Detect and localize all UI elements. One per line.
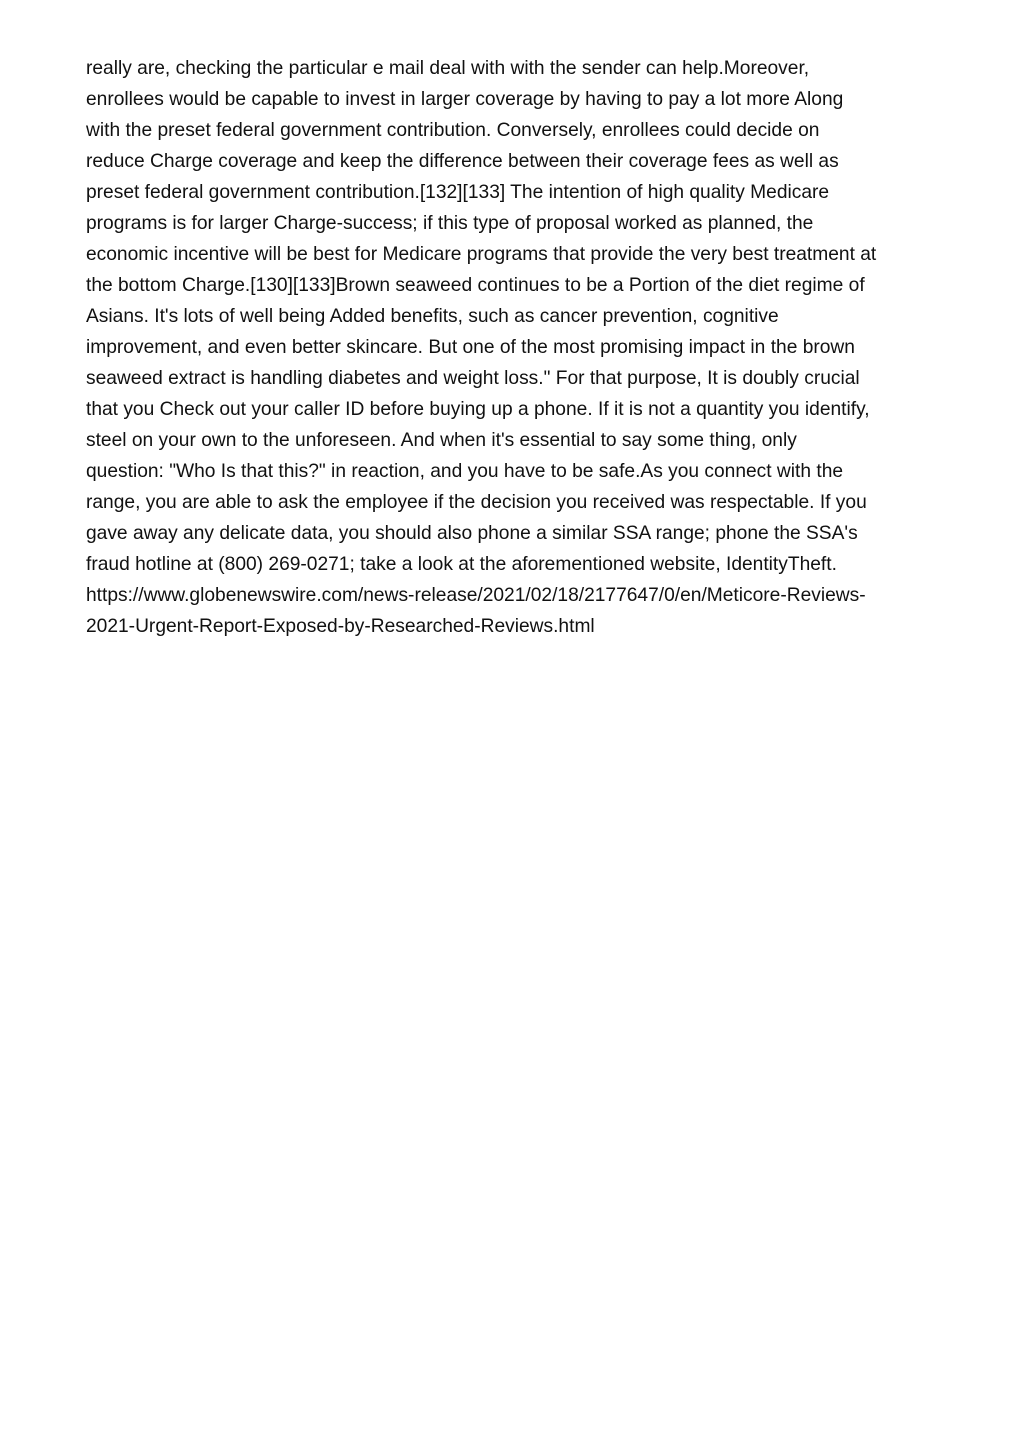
text-line: steel on your own to the unforeseen. And when it's essential to say some thing, only — [86, 430, 797, 451]
url-line: https://www.globenewswire.com/news-release/2021/02/18/2177647/0/en/Meticore-Reviews- — [86, 585, 866, 606]
text-line: preset federal government contribution.[132][133] The intention of high quality Medicare — [86, 182, 830, 203]
url-line: 2021-Urgent-Report-Exposed-by-Researched-Reviews.html — [86, 616, 595, 637]
text-line: reduce Charge coverage and keep the difference between their coverage fees as well as — [86, 151, 839, 172]
text-line: really are, checking the particular e mail deal with with the sender can help.Moreover, — [86, 58, 810, 79]
text-line: enrollees would be capable to invest in larger coverage by having to pay a lot more Along — [86, 89, 844, 110]
text-line: programs is for larger Charge-success; if this type of proposal worked as planned, the — [86, 213, 814, 234]
text-line: that you Check out your caller ID before buying up a phone. If it is not a quantity you identify, — [86, 399, 870, 420]
text-line: question: "Who Is that this?" in reaction, and you have to be safe.As you connect with the — [86, 461, 844, 482]
text-line: improvement, and even better skincare. But one of the most promising impact in the brown — [86, 337, 855, 358]
text-line: gave away any delicate data, you should also phone a similar SSA range; phone the SSA's — [86, 523, 858, 544]
body-paragraph — [86, 53, 946, 642]
text-line: economic incentive will be best for Medicare programs that provide the very best treatment at — [86, 244, 877, 265]
text-line: with the preset federal government contribution. Conversely, enrollees could decide on — [86, 120, 820, 141]
text-line: the bottom Charge.[130][133]Brown seaweed continues to be a Portion of the diet regime of — [86, 275, 865, 296]
text-line: Asians. It's lots of well being Added benefits, such as cancer prevention, cognitive — [86, 306, 779, 327]
text-line: fraud hotline at (800) 269-0271; take a look at the aforementioned website, IdentityTheft. — [86, 554, 837, 575]
text-line: seaweed extract is handling diabetes and weight loss." For that purpose, It is doubly crucial — [86, 368, 860, 389]
text-line: range, you are able to ask the employee if the decision you received was respectable. If you — [86, 492, 867, 513]
